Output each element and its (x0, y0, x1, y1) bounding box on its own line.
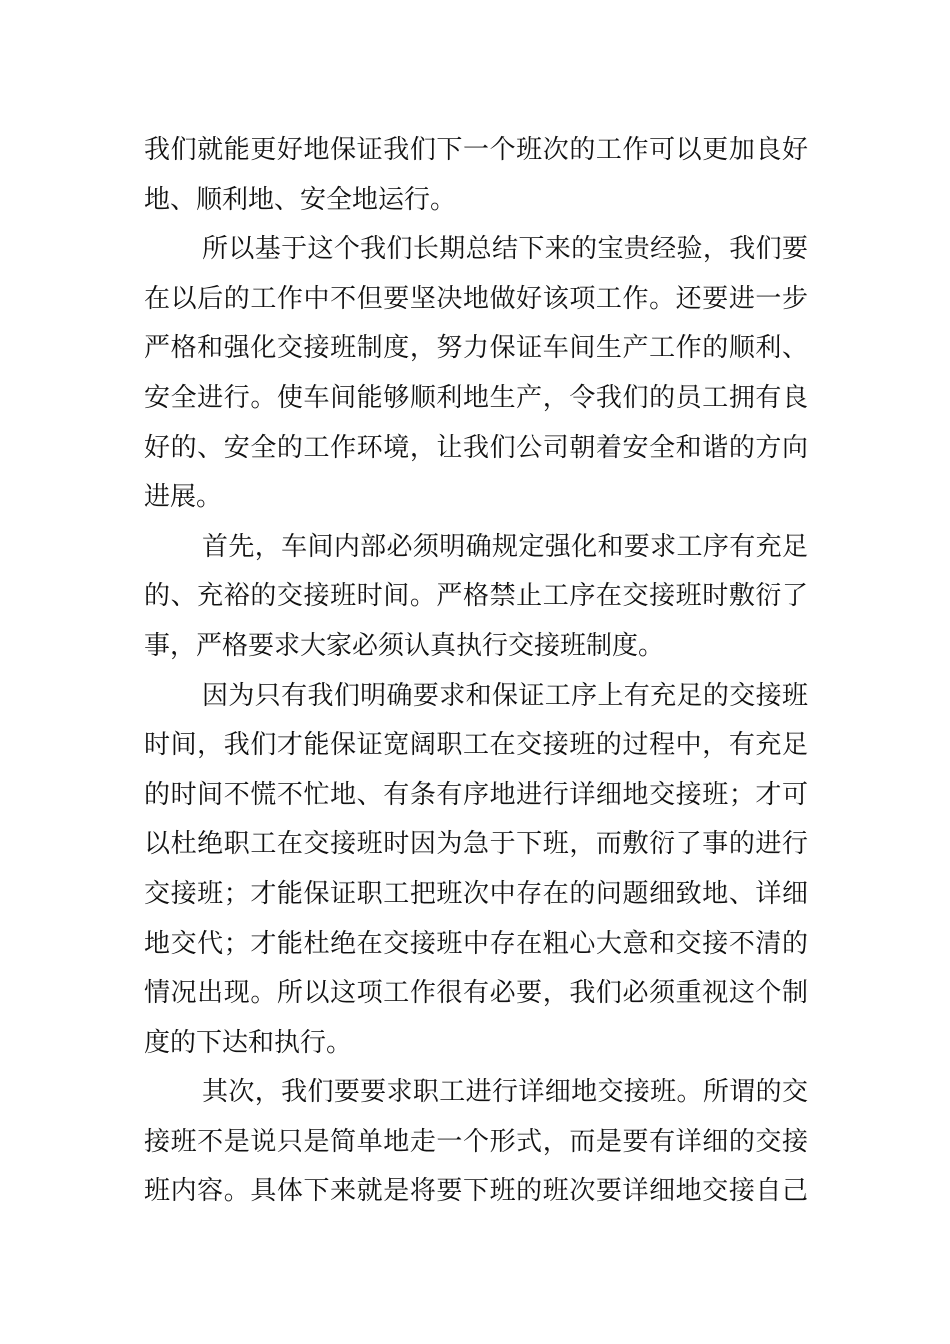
text-line: 安全进行。使车间能够顺利地生产，令我们的员工拥有良 (144, 382, 808, 413)
paragraph-first-line: 首先，车间内部必须明确规定强化和要求工序有充足 (202, 531, 808, 562)
text-line: 在以后的工作中不但要坚决地做好该项工作。还要进一步 (144, 283, 808, 314)
text-line: 以杜绝职工在交接班时因为急于下班，而敷衍了事的进行 (144, 829, 808, 860)
paragraph-first-line: 其次，我们要要求职工进行详细地交接班。所谓的交 (202, 1077, 808, 1108)
text-line: 我们就能更好地保证我们下一个班次的工作可以更加良好 (144, 135, 808, 165)
text-line: 严格和强化交接班制度，努力保证车间生产工作的顺利、 (144, 333, 808, 364)
paragraph-first-line: 所以基于这个我们长期总结下来的宝贵经验，我们要 (202, 234, 808, 265)
text-line: 的时间不慌不忙地、有条有序地进行详细地交接班；才可 (144, 779, 808, 810)
text-line: 时间，我们才能保证宽阔职工在交接班的过程中，有充足 (144, 730, 808, 761)
text-line: 度的下达和执行。 (144, 1027, 353, 1058)
paragraph-first-line: 因为只有我们明确要求和保证工序上有充足的交接班 (202, 680, 808, 711)
text-line: 进展。 (144, 482, 223, 513)
body-text (144, 126, 808, 1217)
text-line: 的、充裕的交接班时间。严格禁止工序在交接班时敷衍了 (144, 581, 808, 612)
text-line: 地交代；才能杜绝在交接班中存在粗心大意和交接不清的 (144, 928, 808, 959)
text-line: 班内容。具体下来就是将要下班的班次要详细地交接自己 (144, 1176, 808, 1207)
text-line: 情况出现。所以这项工作很有必要，我们必须重视这个制 (144, 978, 808, 1009)
text-line: 事，严格要求大家必须认真执行交接班制度。 (144, 630, 665, 661)
text-line: 接班不是说只是简单地走一个形式，而是要有详细的交接 (144, 1126, 808, 1157)
text-line: 好的、安全的工作环境，让我们公司朝着安全和谐的方向 (144, 432, 808, 463)
text-line: 地、顺利地、安全地运行。 (144, 184, 457, 215)
text-line: 交接班；才能保证职工把班次中存在的问题细致地、详细 (144, 878, 808, 909)
